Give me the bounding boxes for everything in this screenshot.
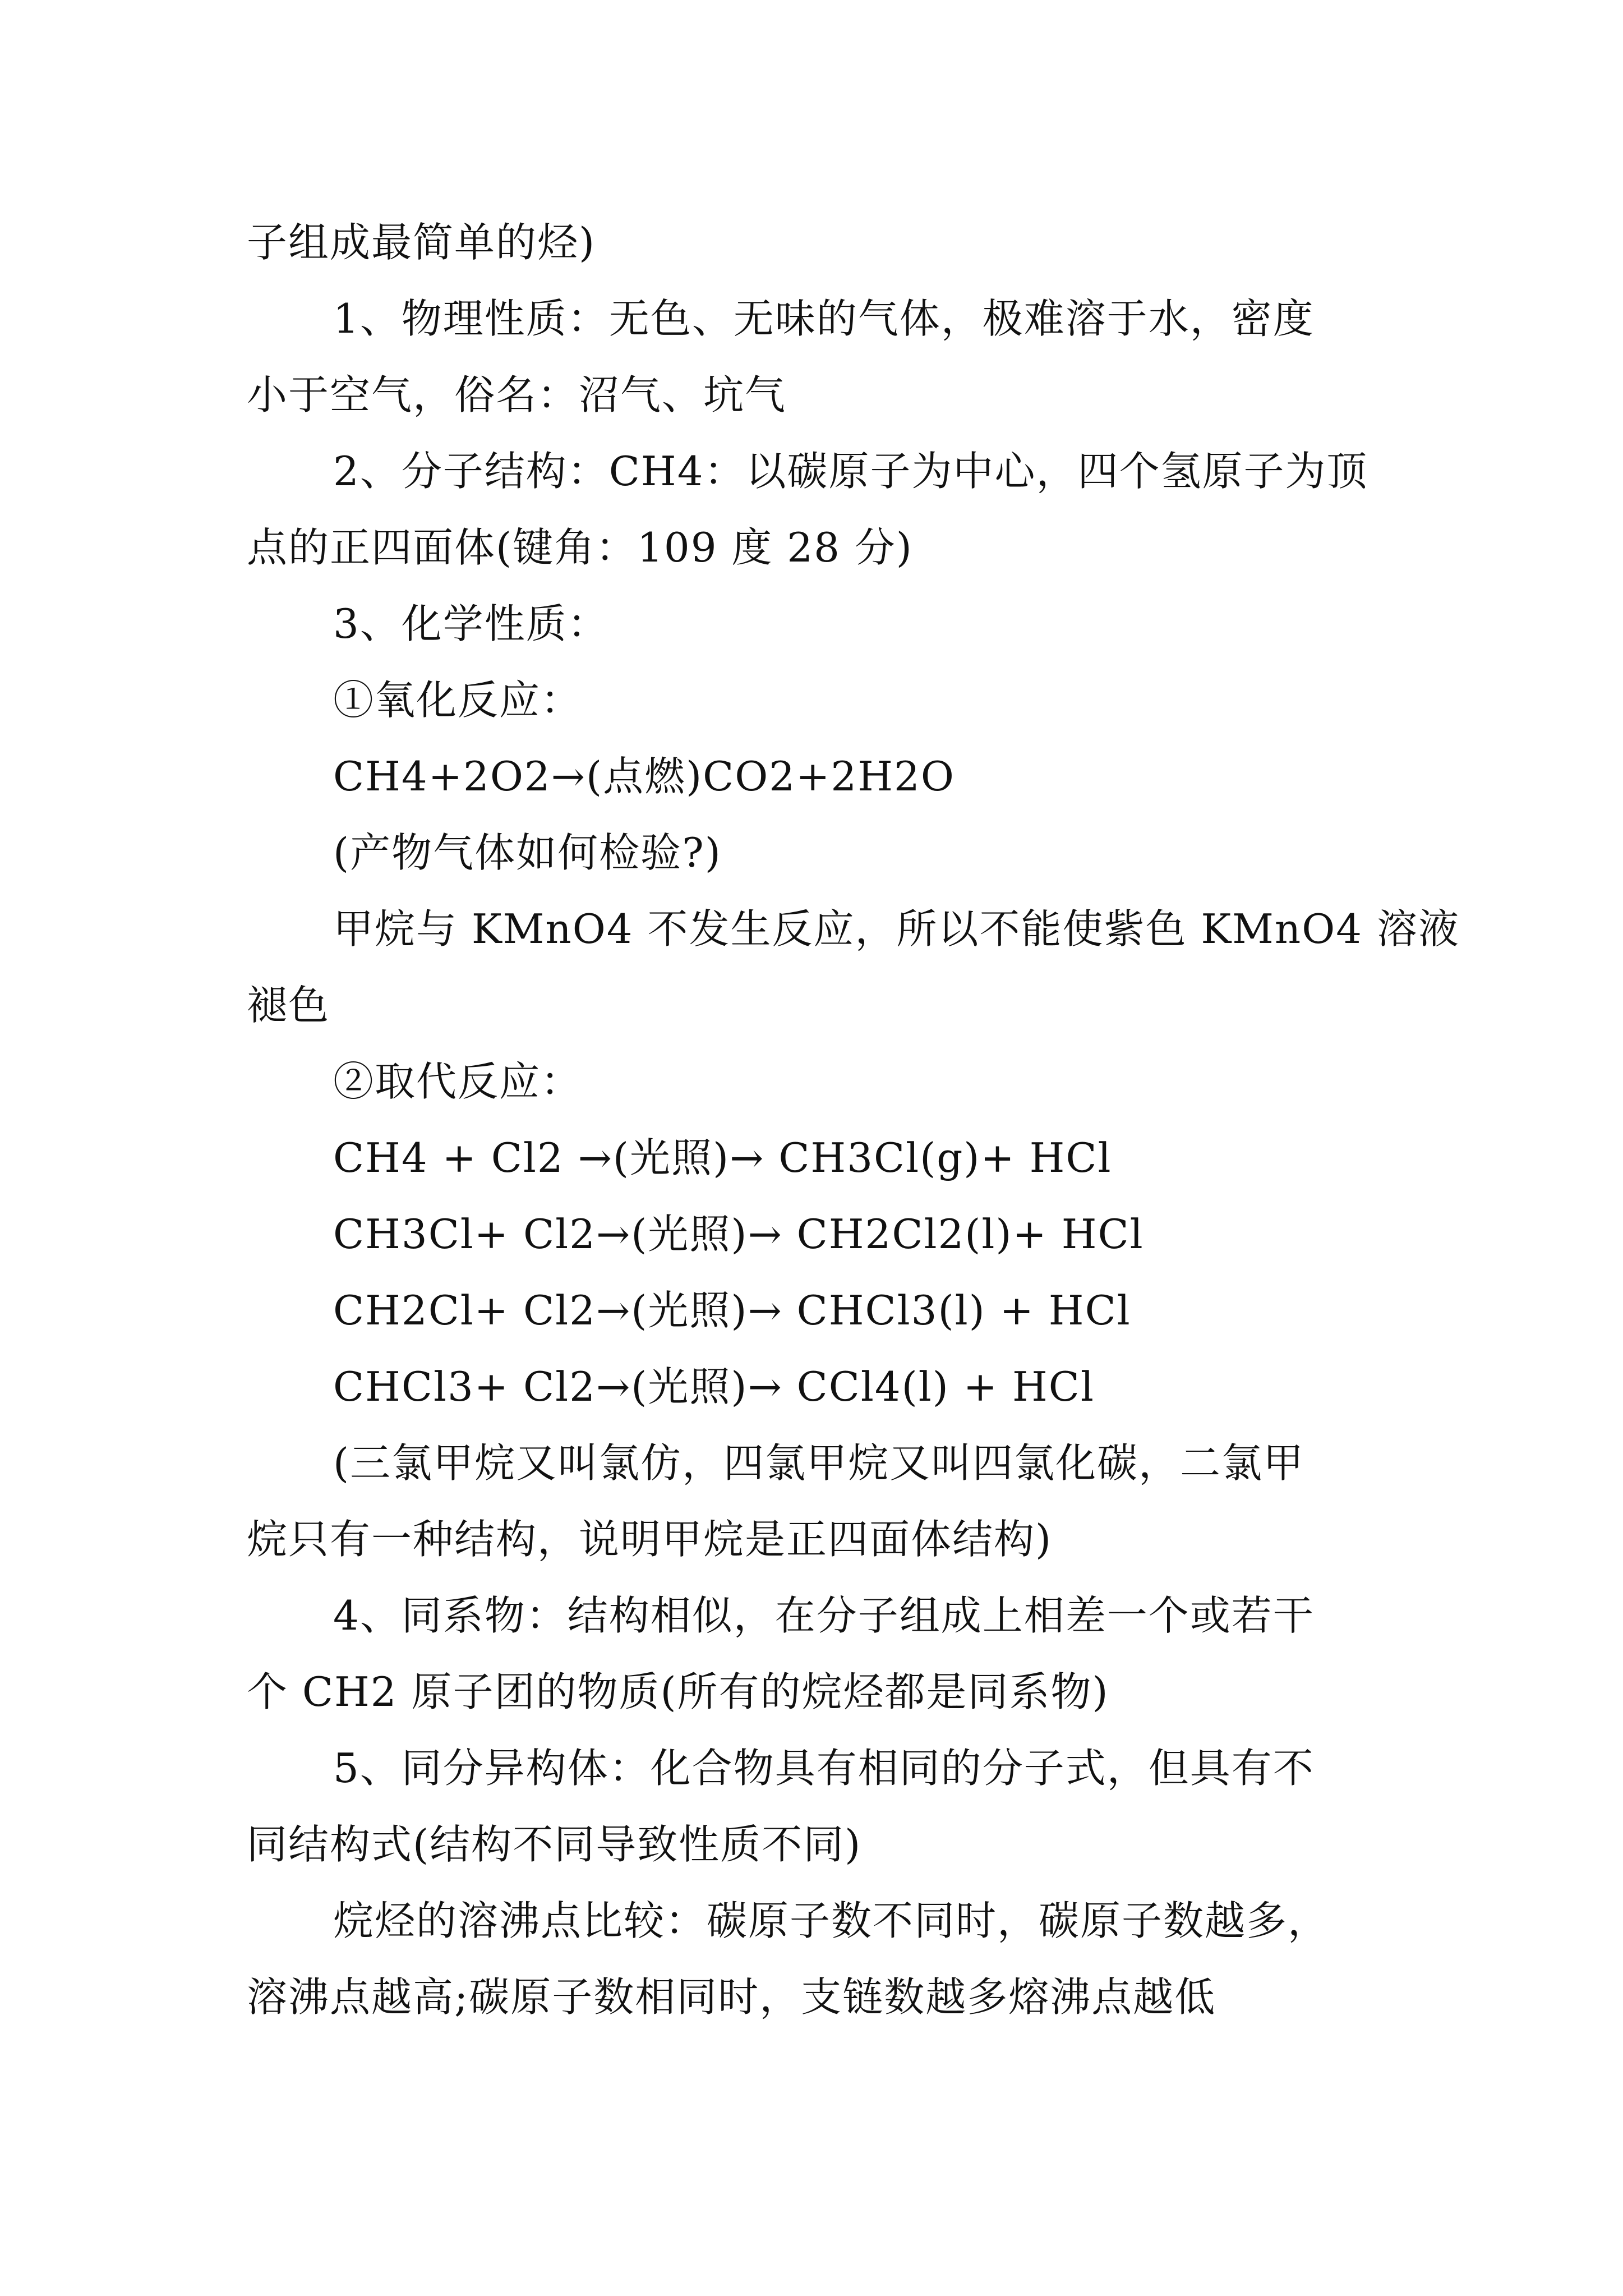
text-line: CH4+2O2→(点燃)CO2+2H2O	[333, 753, 955, 800]
text-line: (三氯甲烷又叫氯仿，四氯甲烷又叫四氯化碳，二氯甲	[333, 1439, 1305, 1487]
text-line: 烷只有一种结构，说明甲烷是正四面体结构)	[247, 1516, 1053, 1563]
text-line: 褪色	[247, 982, 330, 1029]
text-line: 溶沸点越高;碳原子数相同时，支链数越多熔沸点越低	[247, 1973, 1216, 2021]
text-line: CH3Cl+ Cl2→(光照)→ CH2Cl2(l)+ HCl	[333, 1211, 1144, 1258]
text-line: 4、同系物：结构相似，在分子组成上相差一个或若干	[333, 1592, 1315, 1639]
text-line: CH4 + Cl2 →(光照)→ CH3Cl(g)+ HCl	[333, 1134, 1112, 1181]
text-line: (产物气体如何检验?)	[333, 829, 722, 876]
text-line: 3、化学性质：	[333, 600, 609, 647]
text-line: 子组成最简单的烃)	[247, 219, 596, 266]
text-line: ①氧化反应：	[333, 677, 583, 724]
text-line: 个 CH2 原子团的物质(所有的烷烃都是同系物)	[247, 1668, 1109, 1715]
text-line: CH2Cl+ Cl2→(光照)→ CHCl3(l) + HCl	[333, 1287, 1131, 1334]
text-line: ②取代反应：	[333, 1058, 583, 1105]
text-line: 甲烷与 KMnO4 不发生反应，所以不能使紫色 KMnO4 溶液	[333, 905, 1460, 953]
text-line: 烷烃的溶沸点比较：碳原子数不同时，碳原子数越多，	[333, 1897, 1330, 1944]
text-line: 点的正四面体(键角：109 度 28 分)	[247, 524, 913, 571]
text-line: 5、同分异构体：化合物具有相同的分子式，但具有不	[333, 1745, 1315, 1792]
text-line: 2、分子结构：CH4：以碳原子为中心，四个氢原子为顶	[333, 448, 1368, 495]
text-line: 小于空气，俗名：沼气、坑气	[247, 371, 787, 418]
text-line: 同结构式(结构不同导致性质不同)	[247, 1821, 862, 1868]
text-line: 1、物理性质：无色、无味的气体，极难溶于水，密度	[333, 295, 1315, 342]
text-line: CHCl3+ Cl2→(光照)→ CCl4(l) + HCl	[333, 1363, 1095, 1410]
